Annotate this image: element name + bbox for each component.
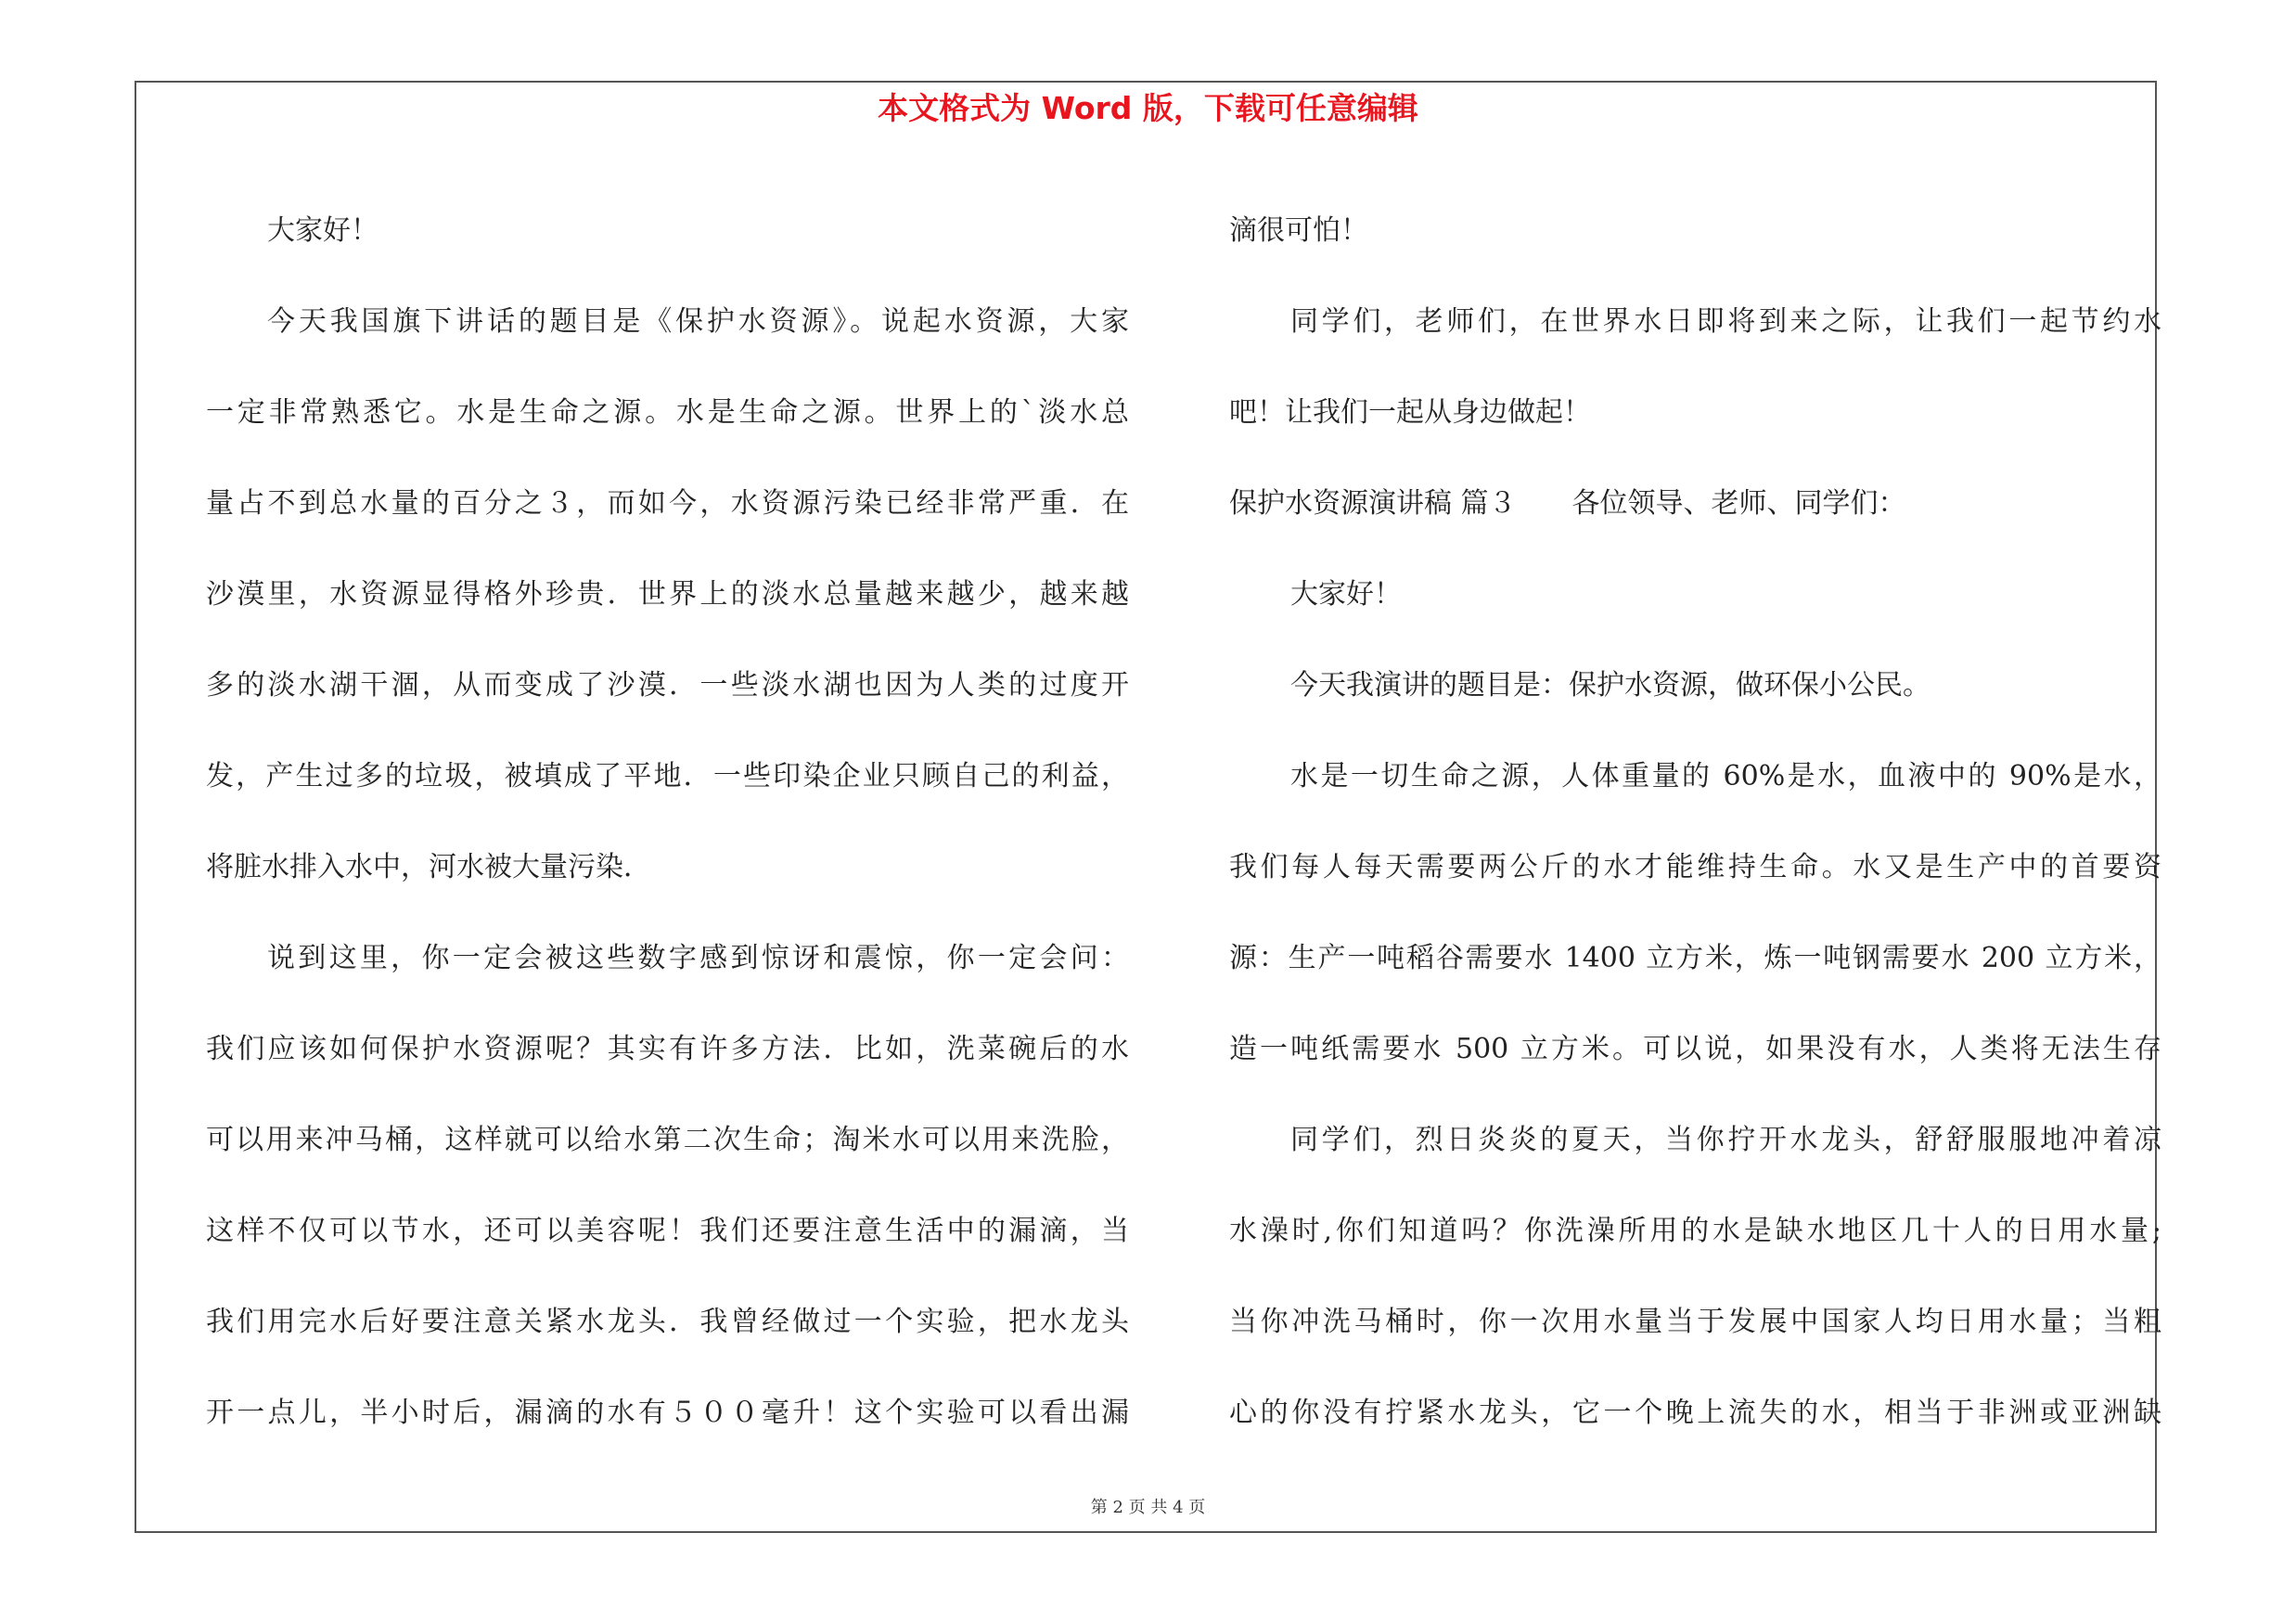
left-text-column [206,186,1129,1459]
text-line: 可以用来冲马桶，这样就可以给水第二次生命；淘米水可以用来洗脸， [206,1124,1129,1156]
text-line: 一定非常熟悉它。水是生命之源。水是生命之源。世界上的`淡水总 [206,396,1129,429]
text-line: 心的你没有拧紧水龙头，它一个晚上流失的水，相当于非洲或亚洲缺 [1229,1397,2161,1429]
text-line: 沙漠里，水资源显得格外珍贵．世界上的淡水总量越来越少，越来越 [206,578,1129,611]
text-line: 我们用完水后好要注意关紧水龙头．我曾经做过一个实验，把水龙头 [206,1306,1129,1338]
page-number-footer: 第 2 页 共 4 页 [1090,1498,1206,1517]
text-line: 大家好！ [1290,578,1402,611]
text-line: 水是一切生命之源，人体重量的 60%是水，血液中的 90%是水， [1290,760,2161,792]
text-line: 同学们，烈日炎炎的夏天，当你拧开水龙头，舒舒服服地冲着凉 [1290,1124,2161,1156]
text-line: 吧！让我们一起从身边做起！ [1229,396,1591,429]
text-line: 造一吨纸需要水 500 立方米。可以说，如果没有水，人类将无法生存 [1229,1033,2161,1065]
text-line: 将脏水排入水中，河水被大量污染． [206,851,651,883]
right-text-column [1229,186,2161,1459]
text-line: 我们应该如何保护水资源呢？其实有许多方法．比如，洗菜碗后的水 [206,1033,1129,1065]
text-line: 水澡时,你们知道吗？你洗澡所用的水是缺水地区几十人的日用水量; [1229,1215,2161,1247]
text-line: 这样不仅可以节水，还可以美容呢！我们还要注意生活中的漏滴，当 [206,1215,1129,1247]
text-line: 今天我演讲的题目是：保护水资源，做环保小公民。 [1290,669,1930,702]
section-heading-line: 保护水资源演讲稿 篇３ 各位领导、老师、同学们： [1229,487,1906,520]
text-line: 大家好！ [267,214,378,247]
text-line: 开一点儿，半小时后，漏滴的水有５００毫升！这个实验可以看出漏 [206,1397,1129,1429]
text-line: 源：生产一吨稻谷需要水 1400 立方米，炼一吨钢需要水 200 立方米， [1229,942,2161,974]
text-line: 今天我国旗下讲话的题目是《保护水资源》。说起水资源，大家 [267,305,1129,338]
text-line: 量占不到总水量的百分之３，而如今，水资源污染已经非常严重．在 [206,487,1129,520]
text-line: 我们每人每天需要两公斤的水才能维持生命。水又是生产中的首要资 [1229,851,2161,883]
text-line: 当你冲洗马桶时，你一次用水量当于发展中国家人均日用水量；当粗 [1229,1306,2161,1338]
document-header-title: 本文格式为 Word 版，下载可任意编辑 [878,90,1418,126]
text-line: 发，产生过多的垃圾，被填成了平地．一些印染企业只顾自己的利益， [206,760,1129,792]
text-line: 同学们，老师们，在世界水日即将到来之际，让我们一起节约水 [1290,305,2161,338]
text-line: 滴很可怕！ [1229,214,1368,247]
text-line: 多的淡水湖干涸，从而变成了沙漠．一些淡水湖也因为人类的过度开 [206,669,1129,702]
text-line: 说到这里，你一定会被这些数字感到惊讶和震惊，你一定会问： [267,942,1129,974]
